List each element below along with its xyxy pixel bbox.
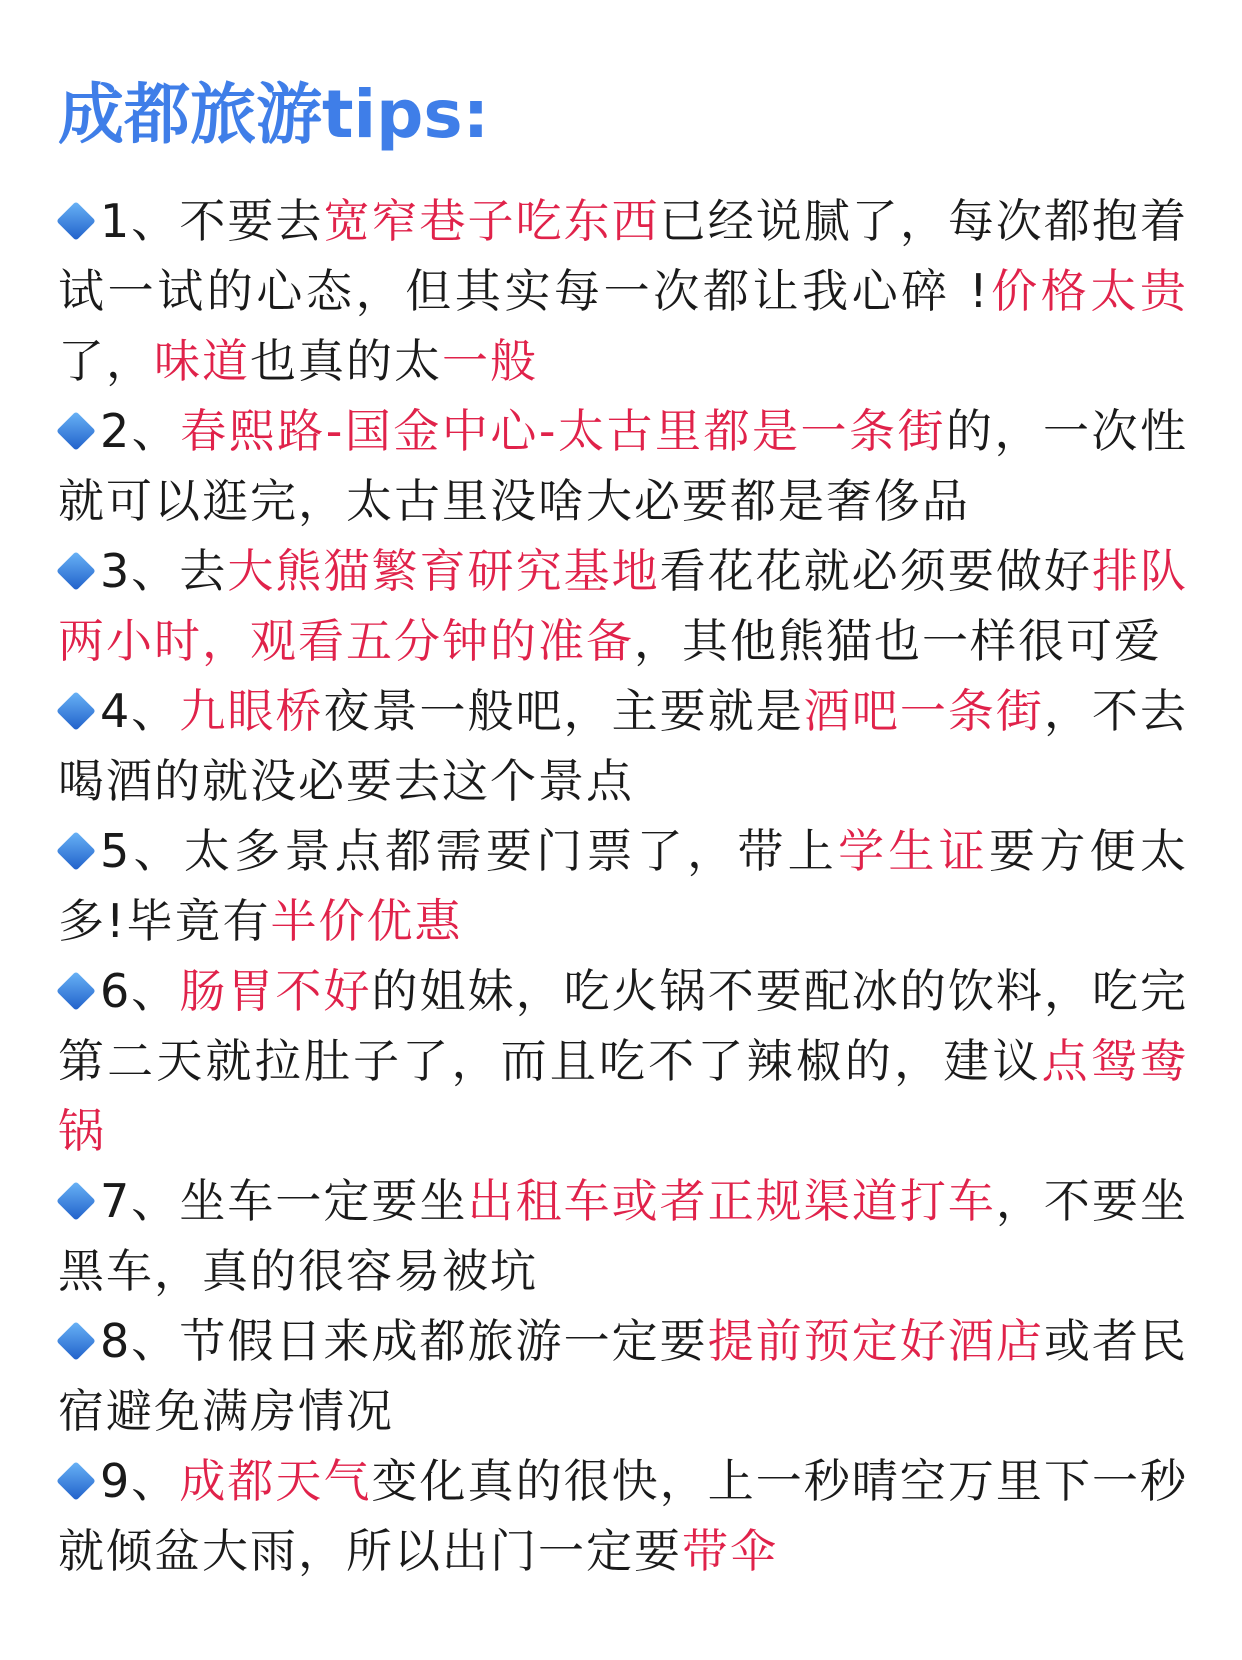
tip-text: 要方便太多!毕竟有 bbox=[58, 824, 1189, 948]
tip-text: 7、坐车一定要坐 bbox=[100, 1174, 468, 1228]
blue-diamond-icon bbox=[56, 201, 96, 241]
tip-highlight-text: 春熙路-国金中心-太古里都是一条街 bbox=[180, 404, 946, 458]
blue-diamond-icon bbox=[56, 551, 96, 591]
tip-highlight-text: 味道 bbox=[154, 334, 250, 388]
tip-text: 或者民宿避免满房情况 bbox=[58, 1314, 1189, 1438]
tip-text: 夜景一般吧，主要就是 bbox=[323, 684, 804, 738]
tip-item bbox=[58, 816, 1188, 956]
tip-text: 8、节假日来成都旅游一定要 bbox=[100, 1314, 708, 1368]
blue-diamond-icon bbox=[56, 831, 96, 871]
blue-diamond-icon bbox=[56, 1461, 96, 1501]
blue-diamond-icon bbox=[56, 1321, 96, 1361]
page-title: 成都旅游tips: bbox=[58, 76, 490, 153]
tip-item bbox=[58, 396, 1188, 536]
tip-highlight-text: 点鸳鸯锅 bbox=[58, 1034, 1189, 1158]
tip-item bbox=[58, 536, 1188, 676]
tip-text: ，不要坐黑车，真的很容易被坑 bbox=[58, 1174, 1188, 1298]
tip-highlight-text: 大熊猫繁育研究基地 bbox=[227, 544, 660, 598]
tip-highlight-text: 半价优惠 bbox=[270, 894, 463, 948]
tip-text: 已经说腻了，每次都抱着试一试的心态，但其实每一次都让我心碎 ! bbox=[58, 194, 1188, 318]
blue-diamond-icon bbox=[56, 411, 96, 451]
tip-text: 3、去 bbox=[100, 544, 228, 598]
tip-text: 了， bbox=[58, 334, 154, 388]
tip-highlight-text: 出租车或者正规渠道打车 bbox=[467, 1174, 996, 1228]
blue-diamond-icon bbox=[56, 1181, 96, 1221]
tip-item bbox=[58, 676, 1188, 816]
tip-item bbox=[58, 1166, 1188, 1306]
tip-highlight-text: 一般 bbox=[442, 334, 538, 388]
tip-text: ，其他熊猫也一样很可爱 bbox=[634, 614, 1162, 668]
tip-text: 9、 bbox=[100, 1454, 180, 1508]
tip-text: 变化真的很快，上一秒晴空万里下一秒就倾盆大雨，所以出门一定要 bbox=[58, 1454, 1189, 1578]
tip-item bbox=[58, 186, 1188, 396]
tip-highlight-text: 成都天气 bbox=[179, 1454, 372, 1508]
tip-item bbox=[58, 1306, 1188, 1446]
tip-highlight-text: 提前预定好酒店 bbox=[707, 1314, 1044, 1368]
tip-highlight-text: 九眼桥 bbox=[179, 684, 324, 738]
tip-highlight-text: 价格太贵 bbox=[989, 264, 1189, 318]
tip-text: ，不去喝酒的就没必要去这个景点 bbox=[58, 684, 1189, 808]
blue-diamond-icon bbox=[56, 691, 96, 731]
tip-text: 4、 bbox=[100, 684, 180, 738]
tip-highlight-text: 排队两小时，观看五分钟的准备 bbox=[58, 544, 1189, 668]
tip-highlight-text: 宽窄巷子吃东西 bbox=[323, 194, 660, 248]
tip-highlight-text: 学生证 bbox=[838, 824, 990, 878]
blue-diamond-icon bbox=[56, 971, 96, 1011]
tips-list bbox=[58, 186, 1188, 1586]
tip-text: 看花花就必须要做好 bbox=[659, 544, 1092, 598]
tip-text: 的，一次性就可以逛完，太古里没啥大必要都是奢侈品 bbox=[58, 404, 1189, 528]
tip-highlight-text: 带伞 bbox=[682, 1524, 778, 1578]
tip-highlight-text: 酒吧一条街 bbox=[803, 684, 1044, 738]
tip-text: 的姐妹，吃火锅不要配冰的饮料，吃完第二天就拉肚子了，而且吃不了辣椒的，建议 bbox=[58, 964, 1189, 1088]
tip-item bbox=[58, 1446, 1188, 1586]
tip-text: 5、太多景点都需要门票了，带上 bbox=[100, 824, 839, 878]
tip-item bbox=[58, 956, 1188, 1166]
tip-text: 也真的太 bbox=[250, 334, 442, 388]
tip-text: 1、不要去 bbox=[100, 194, 324, 248]
tip-text: 2、 bbox=[100, 404, 181, 458]
tip-highlight-text: 肠胃不好 bbox=[179, 964, 372, 1018]
tip-text: 6、 bbox=[100, 964, 180, 1018]
